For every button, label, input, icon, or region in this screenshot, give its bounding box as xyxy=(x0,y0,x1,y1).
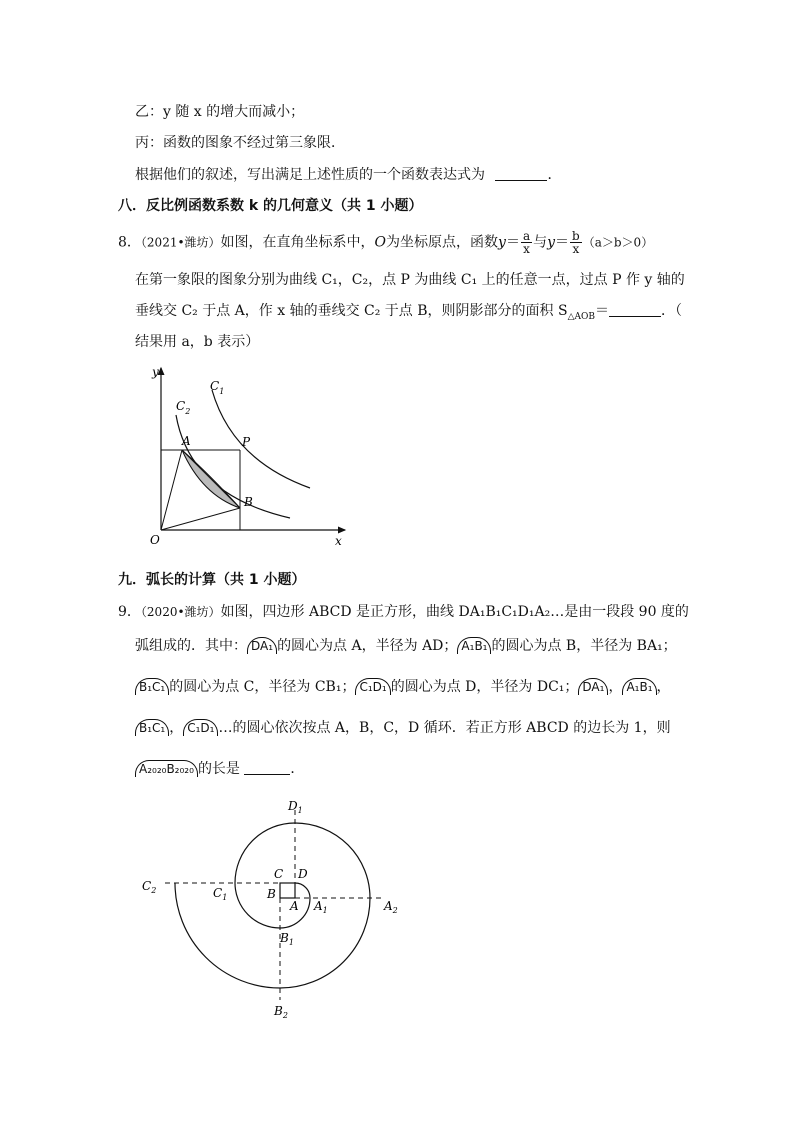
q8-source: （2021•潍坊） xyxy=(140,235,221,250)
q8-line4: 结果用 a，b 表示） xyxy=(135,334,260,350)
label-b: B xyxy=(244,495,253,509)
arc-b1c1: B₁C₁ xyxy=(135,678,169,695)
q9-line3 xyxy=(135,678,671,696)
q9-number: 9． xyxy=(118,604,141,620)
section8-heading: 八．反比例函数系数 k 的几何意义（共 1 小题） xyxy=(118,198,423,214)
q8-line3-end: ．（ xyxy=(661,303,683,319)
label-c2: $C_2$ xyxy=(142,879,157,895)
q8-text-c: 与 xyxy=(533,234,548,251)
figure-spiral-arcs xyxy=(130,790,420,1025)
arc-d1-a2 xyxy=(295,823,370,898)
label-b: B xyxy=(267,887,276,901)
q9-line4 xyxy=(135,719,671,737)
q8-condition: （a＞b＞0） xyxy=(582,235,654,250)
statement-yi: 乙：y 随 x 的增大而减小； xyxy=(135,104,305,120)
label-c2: $C_2$ xyxy=(176,399,191,416)
section9-heading: 九．弧长的计算（共 1 小题） xyxy=(118,572,306,588)
arc-a1b1-repeat: A₁B₁ xyxy=(622,678,656,695)
q9-line2 xyxy=(135,637,677,655)
q9-text-2c: 的圆心为点 B，半径为 BA₁； xyxy=(491,638,677,654)
label-o: O xyxy=(150,533,160,547)
q9-text-3a: 的圆心为点 C，半径为 CB₁； xyxy=(169,679,356,695)
q8-area-subscript: △AOB xyxy=(567,311,596,322)
arc-b1c1-repeat: B₁C₁ xyxy=(135,719,169,736)
q9-text-5: 的长是 xyxy=(197,761,240,777)
q9-source: （2020•潍坊） xyxy=(140,605,221,619)
arc-c1-d1 xyxy=(235,823,295,883)
comma-c: ， xyxy=(169,720,184,736)
label-b1: $B_1$ xyxy=(280,931,294,947)
q8-line1: 8．（2021•潍坊）如图，在直角坐标系中，O为坐标原点，函数y＝ $\frac{a}{x}$ 与y＝ $\frac{b}{x}$ （a＞b＞0） xyxy=(118,229,654,256)
label-a1: $A_1$ xyxy=(314,899,328,915)
q8-line2: 在第一象限的图象分别为曲线 C₁，C₂，点 P 为曲线 C₁ 上的任意一点，过点 P 作 y 轴的 xyxy=(135,272,685,288)
label-c1: $C_1$ xyxy=(213,886,228,902)
line-oa xyxy=(161,450,182,530)
line-ab xyxy=(182,450,240,508)
fraction-a-over-x: $\frac{a}{x}$ xyxy=(522,229,531,256)
answer-blank-9[interactable] xyxy=(244,760,290,775)
q9-text-2a: 弧组成的．其中： xyxy=(135,638,247,654)
label-b2: $B_2$ xyxy=(274,1004,288,1020)
comma-a: ， xyxy=(608,679,623,695)
arc-c1d1: C₁D₁ xyxy=(355,678,390,695)
fraction-b-over-x: $\frac{b}{x}$ xyxy=(572,229,580,256)
label-p: P xyxy=(242,435,251,449)
q9-text-4: …的圆心依次按点 A，B，C，D 循环．若正方形 ABCD 的边长为 1，则 xyxy=(218,720,671,736)
answer-blank-7[interactable] xyxy=(495,166,547,181)
q9-line5 xyxy=(135,760,304,778)
label-x: x xyxy=(335,534,342,548)
label-a: A xyxy=(182,434,191,448)
curve-c1 xyxy=(212,390,310,488)
square-abcd xyxy=(280,883,295,898)
arc-a2020b2020: A₂₀₂₀B₂₀₂₀ xyxy=(135,760,198,777)
answer-blank-8[interactable] xyxy=(609,302,661,317)
comma-b: ， xyxy=(656,679,671,695)
label-c1: $C_1$ xyxy=(210,379,225,396)
q8-text-a: 如图，在直角坐标系中， xyxy=(220,234,375,251)
prompt-line: 根据他们的叙述，写出满足上述性质的一个函数表达式为 ． xyxy=(135,167,562,183)
label-d: D xyxy=(298,867,308,881)
q9-text-3b: 的圆心为点 D，半径为 DC₁； xyxy=(390,679,579,695)
q9-end: ． xyxy=(290,761,305,777)
arc-b2-c2 xyxy=(175,883,280,988)
label-a: A xyxy=(290,899,299,913)
q9-text-1: 如图，四边形 ABCD 是正方形，曲线 DA₁B₁C₁D₁A₂…是由一段段 90 度的 xyxy=(220,604,689,620)
q8-equals: ＝ xyxy=(595,303,610,319)
prompt-text: 根据他们的叙述，写出满足上述性质的一个函数表达式为 xyxy=(135,167,485,183)
figure-inverse-proportion xyxy=(140,360,360,550)
q9-text-2b: 的圆心为点 A，半径为 AD； xyxy=(277,638,458,654)
arc-c1d1-repeat: C₁D₁ xyxy=(183,719,218,736)
q9-line1 xyxy=(118,603,689,621)
q8-line3-text: 垂线交 C₂ 于点 A，作 x 轴的垂线交 C₂ 于点 B，则阴影部分的面积 S xyxy=(135,303,568,319)
statement-bing: 丙：函数的图象不经过第三象限． xyxy=(135,135,345,151)
line-ob xyxy=(161,508,240,530)
q8-line3 xyxy=(135,302,682,326)
arc-da1: DA₁ xyxy=(247,637,277,654)
arc-a1b1: A₁B₁ xyxy=(457,637,491,654)
label-a2: $A_2$ xyxy=(384,899,398,915)
arc-d-a1 xyxy=(295,883,310,898)
q8-text-b: 为坐标原点，函数 xyxy=(386,234,499,251)
label-d1: $D_1$ xyxy=(288,799,303,815)
label-c: C xyxy=(274,867,284,881)
q8-number: 8． xyxy=(118,234,141,251)
arc-da1-repeat: DA₁ xyxy=(578,678,608,695)
label-y: y xyxy=(152,365,159,379)
